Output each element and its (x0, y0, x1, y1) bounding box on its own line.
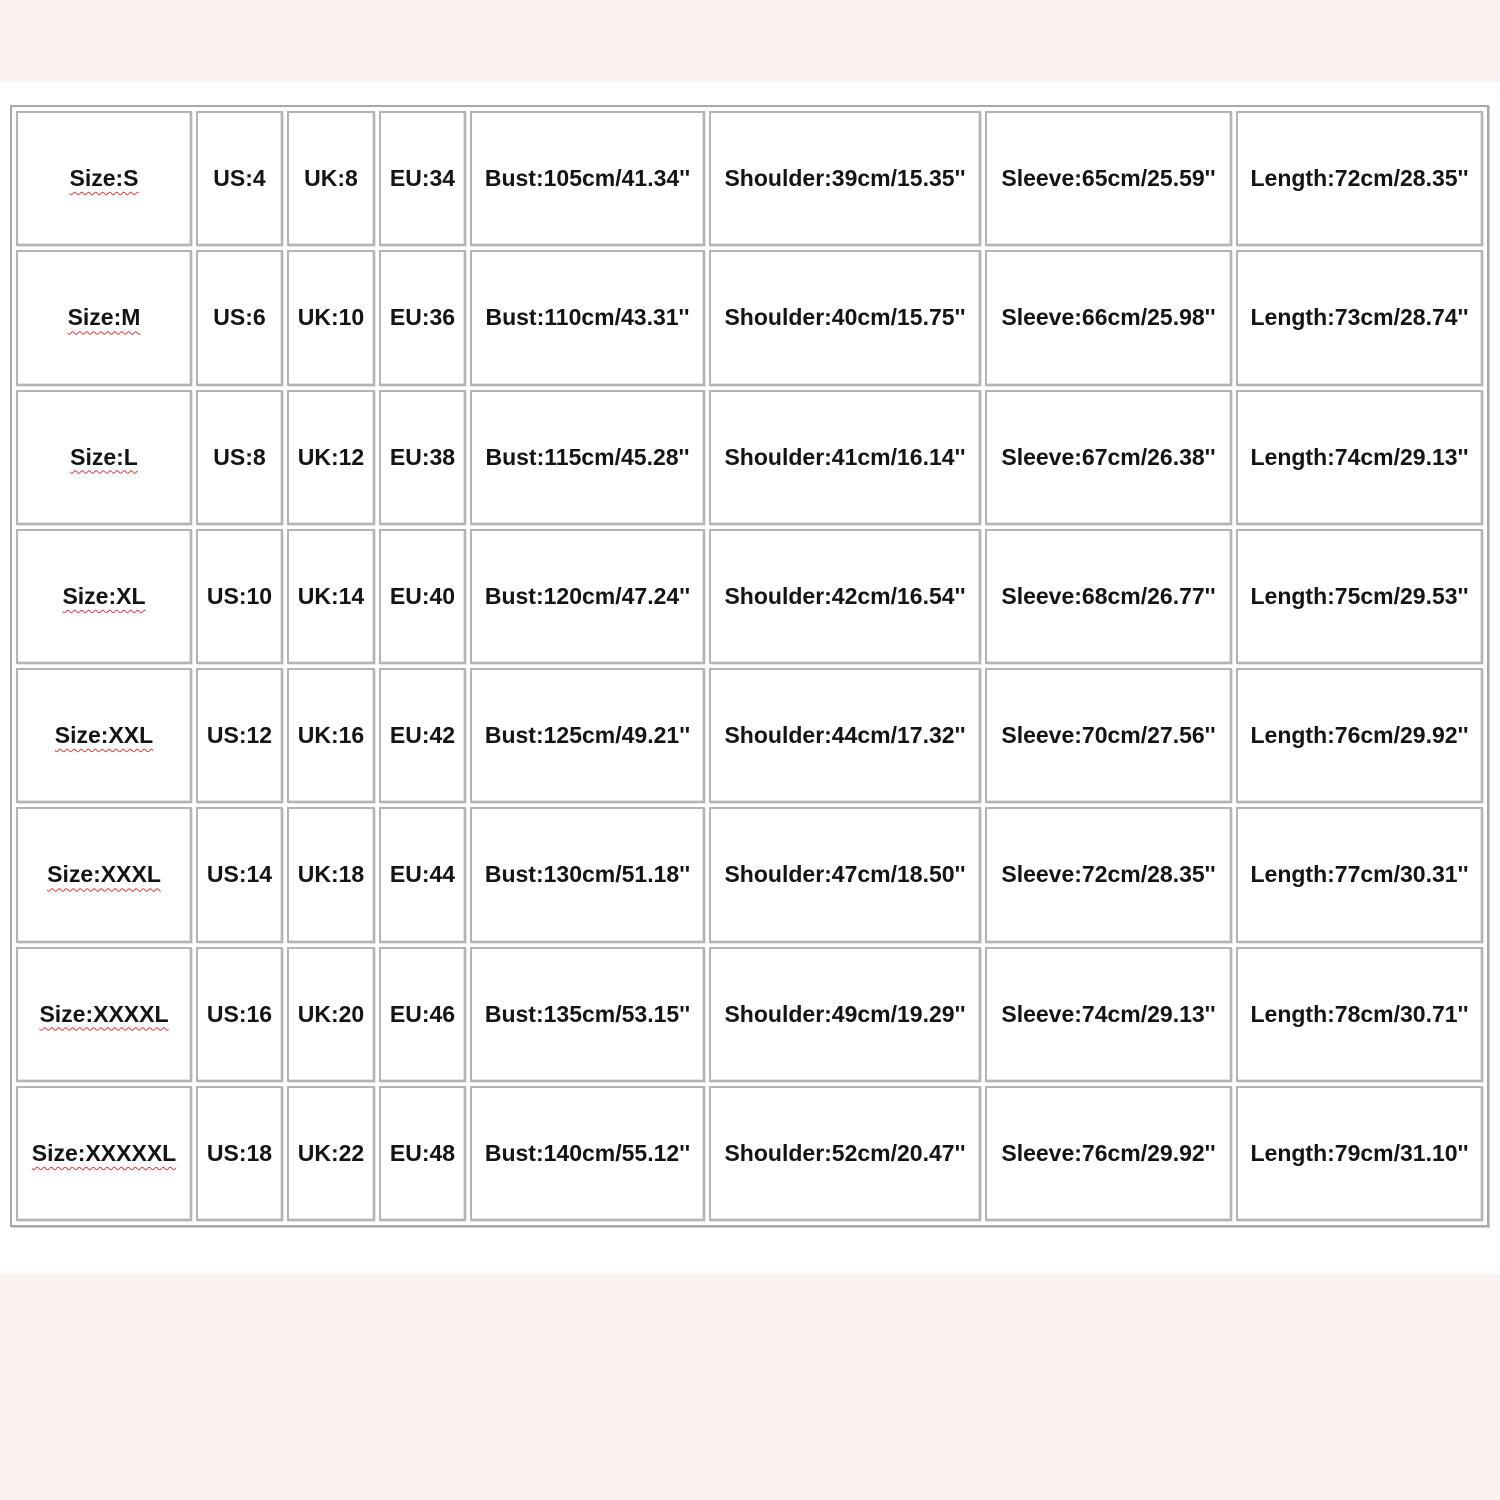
bust-cell: Bust:125cm/49.21'' (470, 668, 705, 803)
eu-size-cell: EU:48 (379, 1086, 466, 1221)
table-row (16, 250, 1483, 385)
size-label: Size:S (69, 165, 139, 192)
uk-size-cell: UK:22 (287, 1086, 375, 1221)
uk-size-cell: UK:14 (287, 529, 375, 664)
size-cell (16, 390, 192, 525)
size-label: Size:XXL (54, 722, 154, 749)
shoulder-cell: Shoulder:44cm/17.32'' (709, 668, 981, 803)
sleeve-cell: Sleeve:66cm/25.98'' (985, 250, 1232, 385)
bust-cell: Bust:110cm/43.31'' (470, 250, 705, 385)
table-row (16, 947, 1483, 1082)
length-cell: Length:78cm/30.71'' (1236, 947, 1483, 1082)
uk-size-cell: UK:12 (287, 390, 375, 525)
length-cell: Length:73cm/28.74'' (1236, 250, 1483, 385)
uk-size-cell: UK:10 (287, 250, 375, 385)
sleeve-cell: Sleeve:65cm/25.59'' (985, 111, 1232, 246)
length-cell: Length:77cm/30.31'' (1236, 807, 1483, 942)
table-row (16, 1086, 1483, 1221)
shoulder-cell: Shoulder:42cm/16.54'' (709, 529, 981, 664)
size-cell (16, 529, 192, 664)
table-row (16, 390, 1483, 525)
table-row (16, 529, 1483, 664)
uk-size-cell: UK:18 (287, 807, 375, 942)
sleeve-cell: Sleeve:67cm/26.38'' (985, 390, 1232, 525)
uk-size-cell: UK:8 (287, 111, 375, 246)
us-size-cell: US:14 (196, 807, 283, 942)
size-label: Size:XXXL (47, 861, 161, 888)
size-chart-table (10, 105, 1489, 1227)
uk-size-cell: UK:16 (287, 668, 375, 803)
length-cell: Length:79cm/31.10'' (1236, 1086, 1483, 1221)
size-cell (16, 807, 192, 942)
uk-size-cell: UK:20 (287, 947, 375, 1082)
table-row (16, 668, 1483, 803)
us-size-cell: US:10 (196, 529, 283, 664)
eu-size-cell: EU:40 (379, 529, 466, 664)
us-size-cell: US:6 (196, 250, 283, 385)
us-size-cell: US:4 (196, 111, 283, 246)
us-size-cell: US:12 (196, 668, 283, 803)
size-label: Size:XL (62, 582, 146, 609)
shoulder-cell: Shoulder:47cm/18.50'' (709, 807, 981, 942)
size-label: Size:L (70, 443, 138, 470)
us-size-cell: US:18 (196, 1086, 283, 1221)
size-cell (16, 250, 192, 385)
size-cell (16, 668, 192, 803)
bust-cell: Bust:115cm/45.28'' (470, 390, 705, 525)
eu-size-cell: EU:36 (379, 250, 466, 385)
length-cell: Length:76cm/29.92'' (1236, 668, 1483, 803)
sleeve-cell: Sleeve:68cm/26.77'' (985, 529, 1232, 664)
us-size-cell: US:8 (196, 390, 283, 525)
size-cell (16, 111, 192, 246)
eu-size-cell: EU:38 (379, 390, 466, 525)
length-cell: Length:74cm/29.13'' (1236, 390, 1483, 525)
shoulder-cell: Shoulder:49cm/19.29'' (709, 947, 981, 1082)
sleeve-cell: Sleeve:76cm/29.92'' (985, 1086, 1232, 1221)
eu-size-cell: EU:46 (379, 947, 466, 1082)
bust-cell: Bust:120cm/47.24'' (470, 529, 705, 664)
shoulder-cell: Shoulder:41cm/16.14'' (709, 390, 981, 525)
sleeve-cell: Sleeve:72cm/28.35'' (985, 807, 1232, 942)
shoulder-cell: Shoulder:39cm/15.35'' (709, 111, 981, 246)
bust-cell: Bust:140cm/55.12'' (470, 1086, 705, 1221)
size-cell (16, 947, 192, 1082)
length-cell: Length:72cm/28.35'' (1236, 111, 1483, 246)
sleeve-cell: Sleeve:74cm/29.13'' (985, 947, 1232, 1082)
shoulder-cell: Shoulder:52cm/20.47'' (709, 1086, 981, 1221)
size-label: Size:XXXXL (39, 1000, 169, 1027)
us-size-cell: US:16 (196, 947, 283, 1082)
table-row (16, 111, 1483, 246)
eu-size-cell: EU:42 (379, 668, 466, 803)
size-label: Size:M (67, 304, 141, 331)
length-cell: Length:75cm/29.53'' (1236, 529, 1483, 664)
size-label: Size:XXXXXL (31, 1139, 177, 1166)
eu-size-cell: EU:44 (379, 807, 466, 942)
bust-cell: Bust:130cm/51.18'' (470, 807, 705, 942)
bust-cell: Bust:135cm/53.15'' (470, 947, 705, 1082)
table-row (16, 807, 1483, 942)
sleeve-cell: Sleeve:70cm/27.56'' (985, 668, 1232, 803)
size-chart-body (16, 111, 1483, 1221)
size-cell (16, 1086, 192, 1221)
shoulder-cell: Shoulder:40cm/15.75'' (709, 250, 981, 385)
eu-size-cell: EU:34 (379, 111, 466, 246)
bust-cell: Bust:105cm/41.34'' (470, 111, 705, 246)
